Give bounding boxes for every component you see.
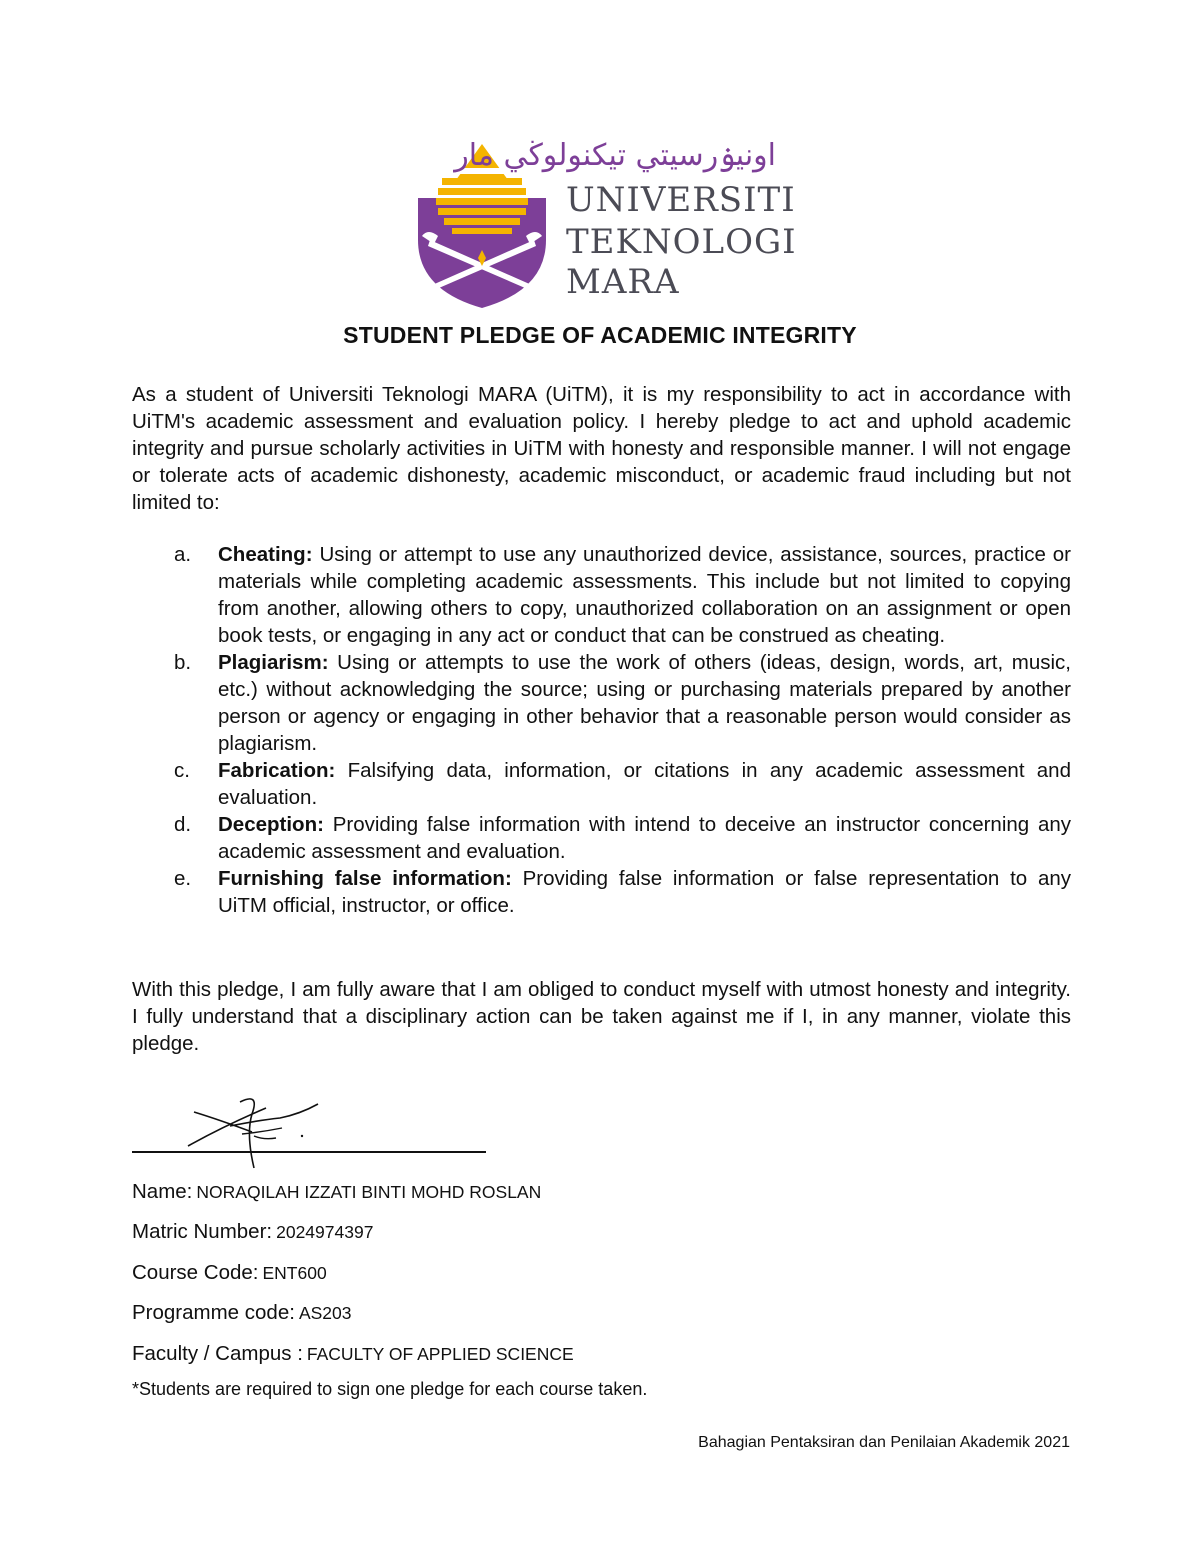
intro-paragraph: As a student of Universiti Teknologi MARA (UiTM), it is my responsibility to act in accordance with UiTM's academic assessment and evaluation policy. I hereby pledge to act and uphold academic integrity and pursue scholarly activities in UiTM with honesty and responsible manner. I will not engage or tolerate acts of academic dishonesty, academic misconduct, or academic fraud including but not limited to: bbox=[132, 383, 1071, 514]
arabic-university-name: اونيۏرسيتي تيكنولوڬي مار bbox=[454, 138, 776, 173]
list-item-text: Using or attempts to use the work of others (ideas, design, words, art, music, etc.) without acknowledging the source; using or purchasing materials prepared by another person or agency or engaging in other behavior that a reasonable person would consider as plagiarism. bbox=[218, 651, 1071, 755]
list-item-letter: b. bbox=[174, 651, 192, 674]
list-item-letter: d. bbox=[174, 813, 192, 836]
matric-number-field bbox=[132, 1220, 373, 1244]
programme-code-field bbox=[132, 1301, 351, 1325]
name-value: NORAQILAH IZZATI BINTI MOHD ROSLAN bbox=[196, 1182, 542, 1202]
faculty-campus-value: FACULTY OF APPLIED SCIENCE bbox=[306, 1344, 574, 1364]
programme-code-value: AS203 bbox=[298, 1303, 352, 1323]
list-item-letter: a. bbox=[174, 543, 192, 566]
list-item-term: Deception: bbox=[218, 813, 324, 836]
university-name-line2: TEKNOLOGI bbox=[566, 222, 797, 262]
list-item bbox=[132, 865, 1071, 919]
list-item bbox=[132, 649, 1071, 757]
document-title: STUDENT PLEDGE OF ACADEMIC INTEGRITY bbox=[343, 322, 857, 348]
course-code-label: Course Code: bbox=[132, 1261, 259, 1284]
signature-line bbox=[132, 1151, 486, 1153]
programme-code-label: Programme code: bbox=[132, 1301, 295, 1324]
list-item-term: Furnishing false information: bbox=[218, 867, 512, 890]
list-item-letter: e. bbox=[174, 867, 192, 890]
page-footer: Bahagian Pentaksiran dan Penilaian Akademik 2021 bbox=[698, 1434, 1070, 1451]
misconduct-list bbox=[132, 541, 1071, 919]
list-item-text: Providing false information or false representation to any UiTM official, instructor, or office. bbox=[218, 867, 1072, 917]
list-item-term: Plagiarism: bbox=[218, 651, 329, 674]
list-item bbox=[132, 757, 1071, 811]
matric-number-value: 2024974397 bbox=[276, 1222, 374, 1242]
faculty-campus-field bbox=[132, 1342, 574, 1366]
list-item-term: Fabrication: bbox=[218, 759, 336, 782]
handwritten-signature bbox=[180, 1090, 330, 1170]
list-item-letter: c. bbox=[174, 759, 190, 782]
list-item bbox=[132, 811, 1071, 865]
closing-paragraph: With this pledge, I am fully aware that I am obliged to conduct myself with utmost honesty and integrity. I fully understand that a disciplinary action can be taken against me if I, in any manner, violate this pledge. bbox=[132, 978, 1071, 1055]
matric-number-label: Matric Number: bbox=[132, 1220, 273, 1243]
name-label: Name: bbox=[132, 1180, 193, 1203]
list-item-text: Falsifying data, information, or citations in any academic assessment and evaluation. bbox=[218, 759, 1071, 809]
university-name-line3: MARA bbox=[566, 262, 680, 302]
list-item bbox=[132, 541, 1071, 649]
pledge-note: *Students are required to sign one pledge for each course taken. bbox=[132, 1379, 648, 1399]
course-code-field bbox=[132, 1261, 327, 1285]
list-item-text: Using or attempt to use any unauthorized device, assistance, sources, practice or materials while completing academic assessments. This include but not limited to copying from another, allowing others to copy, unauthorized collaboration on an assignment or open book tests, or engaging in any act or conduct that can be construed as cheating. bbox=[218, 543, 1071, 647]
course-code-value: ENT600 bbox=[262, 1263, 327, 1283]
faculty-campus-label: Faculty / Campus : bbox=[132, 1342, 303, 1365]
university-name-line1: UNIVERSITI bbox=[566, 180, 796, 220]
name-field bbox=[132, 1180, 541, 1204]
list-item-text: Providing false information with intend to deceive an instructor concerning any academic assessment and evaluation. bbox=[218, 813, 1071, 863]
list-item-term: Cheating: bbox=[218, 543, 313, 566]
